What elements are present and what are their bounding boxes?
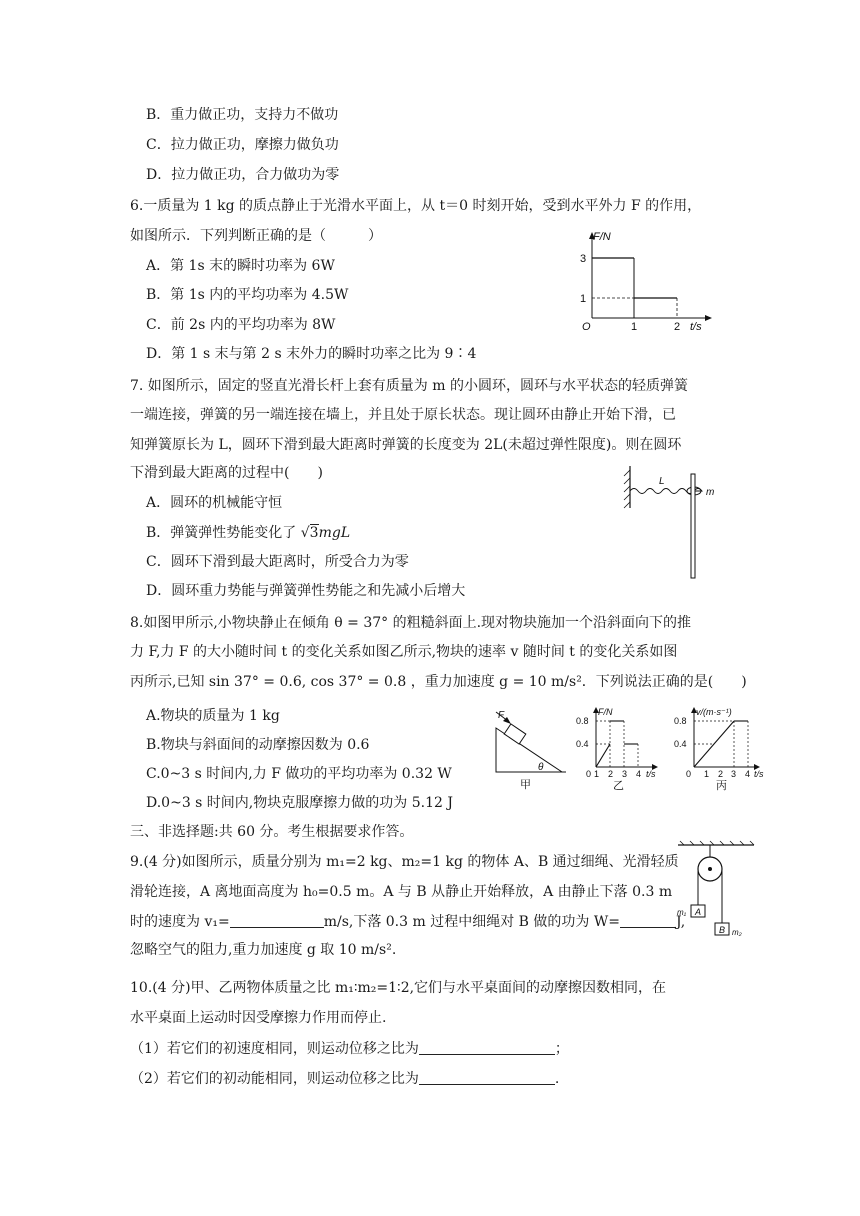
- q10-part-1: [130, 1038, 569, 1058]
- q8-option-d: D.0~3 s 时间内,物块克服摩擦力做的功为 5.12 J: [146, 795, 453, 811]
- q6-graph-xtick-1: 1: [631, 321, 638, 333]
- q5-option-b: B．重力做正功，支持力不做功: [146, 107, 339, 123]
- q9-fig-block-a: A: [695, 907, 702, 917]
- q7-option-d: D．圆环重力势能与弹簧弹性势能之和先减小后增大: [146, 583, 466, 599]
- q8-f-graph-xlabel: t/s: [646, 769, 656, 779]
- q8-force-time-graph: [568, 705, 664, 793]
- q7-option-b: [146, 522, 350, 542]
- q8-velocity-time-graph: [668, 705, 768, 793]
- q9-line-1: 9.(4 分)如图所示，质量分别为 m₁=2 kg、m₂=1 kg 的物体 A、B 通过细绳、光滑轻质: [130, 854, 679, 870]
- q5-option-c: C．拉力做正功，摩擦力做负功: [146, 137, 339, 153]
- q8-stem-line-2: 力 F,力 F 的大小随时间 t 的变化关系如图乙所示,物块的速率 v 随时间 t 的变化关系如图: [130, 644, 678, 660]
- q7-fig-spring-length: L: [659, 476, 665, 487]
- q8-f-graph-caption: 乙: [613, 780, 624, 792]
- q7-option-b-text: B．弹簧弹性势能变化了: [146, 525, 301, 541]
- q6-stem-line-2: 如图所示．下列判断正确的是（ ）: [130, 228, 382, 244]
- q8-v-graph-xlabel: t/s: [754, 769, 764, 779]
- q7-option-c: C．圆环下滑到最大距离时，所受合力为零: [146, 554, 409, 570]
- q9-fig-m2: m₂: [732, 928, 742, 937]
- q6-graph-xtick-2: 2: [674, 321, 681, 333]
- q9-fig-block-b: B: [719, 925, 726, 935]
- q8-v-graph-ylabel: v/(m·s⁻¹): [696, 707, 732, 717]
- q9-line-2: 滑轮连接，A 离地面高度为 h₀=0.5 m。A 与 B 从静止开始释放，A 由静止下落 0.3 m: [130, 884, 673, 900]
- q10-part-1-end: ；: [554, 1041, 569, 1057]
- q10-line-2: 水平桌面上运动时因受摩擦力作用而停止.: [130, 1010, 387, 1026]
- q8-f-graph-xtick-1: 1: [594, 769, 600, 779]
- q6-graph-ytick-3: 3: [580, 253, 587, 265]
- q8-option-c: C.0~3 s 时间内,力 F 做功的平均功率为 0.32 W: [146, 766, 452, 782]
- q8-v-graph-xtick-3: 3: [731, 769, 737, 779]
- q8-v-graph-ytick-0.4: 0.4: [674, 739, 687, 749]
- q6-graph-ytick-1: 1: [580, 293, 587, 305]
- q8-v-graph-xtick-0: 0: [686, 769, 692, 779]
- q9-line-4: 忽略空气的阻力,重力加速度 g 取 10 m/s².: [130, 942, 397, 958]
- q7-option-b-unit: mgL: [318, 525, 351, 541]
- q10-answer-blank-1[interactable]: [419, 1040, 555, 1055]
- q9-answer-blank-v1[interactable]: [230, 913, 324, 928]
- q9-line-3-text-a: 时的速度为 v₁=: [130, 914, 230, 930]
- q10-part-2-end: .: [554, 1071, 560, 1087]
- q5-option-d: D．拉力做正功，合力做功为零: [146, 167, 340, 183]
- q6-option-c: C．前 2s 内的平均功率为 8W: [146, 317, 336, 333]
- q8-incline-angle-label: θ: [538, 762, 544, 773]
- q8-f-graph-ylabel: F/N: [598, 707, 613, 717]
- q6-option-d: D．第 1 s 末与第 2 s 末外力的瞬时功率之比为 9∶4: [146, 346, 477, 362]
- q9-fig-m1: m₁: [677, 908, 687, 917]
- q6-graph-xlabel: t/s: [690, 321, 702, 333]
- q8-stem-line-1: 8.如图甲所示,小物块静止在倾角 θ = 37° 的粗糙斜面上.现对物块施加一个沿斜面向下的推: [130, 615, 692, 631]
- q8-f-graph-xtick-4: 4: [636, 769, 642, 779]
- q8-v-graph-xtick-4: 4: [745, 769, 751, 779]
- q8-stem-line-3: 丙所示,已知 sin 37° = 0.6, cos 37° = 0.8 ，重力加速度 g = 10 m/s²．下列说法正确的是( ): [130, 674, 747, 690]
- q7-option-a: A．圆环的机械能守恒: [146, 495, 283, 511]
- q6-force-time-graph: [580, 228, 710, 333]
- q10-part-2: [130, 1068, 559, 1088]
- q10-part-1-text: （1）若它们的初速度相同，则运动位移之比为: [130, 1041, 419, 1057]
- q8-f-graph-xtick-0: 0: [586, 769, 592, 779]
- q6-option-b: B．第 1s 内的平均功率为 4.5W: [146, 287, 349, 303]
- q8-v-graph-xtick-2: 2: [718, 769, 724, 779]
- q8-f-graph-ytick-0.4: 0.4: [576, 739, 589, 749]
- q8-f-graph-xtick-3: 3: [622, 769, 628, 779]
- q8-v-graph-caption: 丙: [716, 780, 727, 792]
- q10-answer-blank-2[interactable]: [419, 1070, 555, 1085]
- q10-part-2-text: （2）若它们的初动能相同，则运动位移之比为: [130, 1071, 419, 1087]
- q7-stem-line-1: 7. 如图所示，固定的竖直光滑长杆上套有质量为 m 的小圆环，圆环与水平状态的轻质弹簧: [130, 378, 688, 394]
- q7-spring-ring-figure: [622, 466, 742, 581]
- q8-incline-force-label: F: [498, 710, 505, 721]
- q8-f-graph-xtick-2: 2: [608, 769, 614, 779]
- q6-graph-ylabel: F/N: [593, 231, 611, 243]
- q9-line-3-text-b: m/s,下落 0.3 m 过程中细绳对 B 做的功为 W=: [323, 914, 620, 930]
- q9-answer-blank-w[interactable]: [620, 913, 676, 928]
- q8-f-graph-ytick-0.8: 0.8: [576, 716, 589, 726]
- q8-incline-caption: 甲: [520, 779, 531, 791]
- q8-option-b: B.物块与斜面间的动摩擦因数为 0.6: [146, 737, 370, 753]
- q7-option-b-radicand: 3: [309, 525, 319, 541]
- q7-stem-line-4: 下滑到最大距离的过程中( ): [130, 465, 323, 481]
- q8-incline-figure: [490, 708, 570, 792]
- section-3-heading: 三、非选择题:共 60 分。考生根据要求作答。: [130, 824, 414, 840]
- q6-stem-line-1: 6.一质量为 1 kg 的质点静止于光滑水平面上，从 t＝0 时刻开始，受到水平外力 F 的作用，: [130, 198, 702, 214]
- q7-stem-line-2: 一端连接，弹簧的另一端连接在墙上，并且处于原长状态。现让圆环由静止开始下滑，已: [130, 407, 676, 423]
- q9-pulley-figure: [676, 841, 756, 949]
- q7-stem-line-3: 知弹簧原长为 L，圆环下滑到最大距离时弹簧的长度变为 2L(未超过弹性限度)。则在圆环: [130, 437, 682, 453]
- q10-line-1: 10.(4 分)甲、乙两物体质量之比 m₁∶m₂=1∶2,它们与水平桌面间的动摩擦因数相同，在: [130, 980, 667, 996]
- q6-option-a: A．第 1s 末的瞬时功率为 6W: [146, 258, 335, 274]
- q8-option-a: A.物块的质量为 1 kg: [146, 708, 280, 724]
- q8-v-graph-ytick-0.8: 0.8: [674, 716, 687, 726]
- q9-line-3: [130, 911, 685, 931]
- q9-line-3-text-c: J,: [675, 914, 686, 930]
- q7-fig-mass-label: m: [706, 487, 715, 498]
- sqrt-sign: √: [300, 525, 310, 541]
- q6-graph-origin: O: [582, 321, 591, 333]
- q8-v-graph-xtick-1: 1: [704, 769, 710, 779]
